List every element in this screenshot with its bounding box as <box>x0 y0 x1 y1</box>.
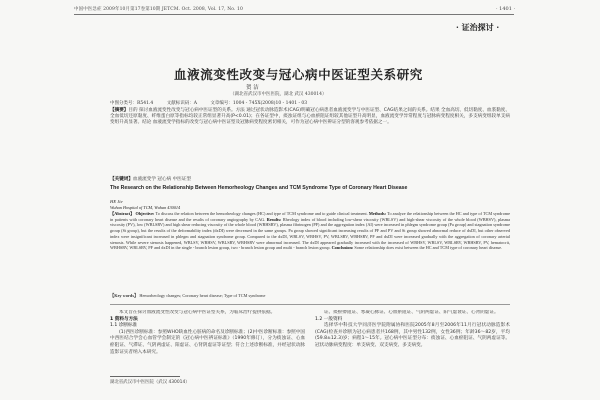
column-tag: · 证治探讨 · <box>456 22 500 32</box>
results-label: Results: <box>266 216 282 222</box>
conclusion-label: Conclusion: <box>331 245 354 251</box>
keywords-en-text: Hemorheology changes; Coronary heart disease; Type of TCM syndrome <box>139 293 266 298</box>
body-paragraph: 证、痰瘀痹阻证、寒凝心脉证、心血瘀阻证、气阴两虚证、阳气虚衰证、心肾阴虚证。 <box>324 310 499 315</box>
article-id: 文章编号：1004 - 745X(2008)10 - 1401 - 03 <box>210 101 308 106</box>
results-text: Rheology index of blood including low-shear viscosity (WBLSV) and high-shear viscosity of the whole blood (WBHSV), plasma viscosity (PV), low (WBLSRV) and high shear reducing viscosity of the whole blood (WBHSRV), plasma fibrinogen (PF) and the aggregation index (AI) were increased in phlegm syndrome group (Pa group) and stagnation syndrome group (St group), but the results of the deformability index (dxDI) were decreased in the same groups. Pa group showed significant increasing results of PF and PV and St group showed abnormal reduce of dxDI, but other observed index were insignificant increased in phlegm and stagnation syndrome group. Compared to the dxDI, WBLSV, WBHSV, PV, WBLSRV, WBHSRV, PF and dxDI were increased gradually with the aggregation of coronary arterial stenosis. While severe stenosis happened, WBLSV, WBHSV, WBLSRV, WBHSRV were abnormal increased. The dxDI appeared gradually increased with the increased of WBHSV, WBLSV, WBLSRV, WBHSRV, PV, hematocrit, WBHSRV, WBLSRV, PF and dxDI in the single - branch lesion group, two - branch lesion group and multi - branch lesion group. <box>110 216 510 251</box>
section-rule <box>110 304 510 305</box>
abstract-cn <box>110 108 510 127</box>
article-title-en: The Research on the Relationship Between Hemorheology Changes and TCM Syndrome Type of Coronary Heart Disease <box>110 185 408 191</box>
doc-code: 文献标识码：A <box>166 101 197 106</box>
article-meta <box>110 100 319 106</box>
objective-label: 【Abstract】 Objective: <box>110 211 155 216</box>
methods-label: Methods: <box>368 211 387 216</box>
affiliation-cn: （湖北省武汉市中医医院，湖北 武汉 430014） <box>230 92 327 97</box>
article-title-cn: 血液流变性改变与冠心病中医证型关系研究 <box>174 67 423 82</box>
subsection-heading: 1.2 一般资料 <box>315 316 343 322</box>
clc-number: 中图分类号：R541.4 <box>110 101 154 106</box>
body-column-left <box>110 310 305 374</box>
body-paragraph: (1)西医诊断标准：参照WHO缺血性心脏病的命名及诊断标准；(2)中医诊断标准：参照中国中西医结合学会心血管学会制定的《冠心病中医辨证标准》（1990年修订），分为痰浊证、心血瘀阻证、气滞证、气阴两虚证、阳虚证、心肾阴虚证等证型；符合上述诊断标准，并经冠状动脉造影证实者纳入本研究。 <box>110 329 305 355</box>
keywords-en <box>110 293 510 299</box>
page-number: · 1401 · <box>496 6 516 12</box>
footnote: 湖北省武汉市中医医院（武汉 430014） <box>110 380 190 385</box>
body-paragraph: 选择华中科技大学同济医学院附属协和医院2005年8月至2006年11月行冠状动脉造影术(CAG)检查并诊断为冠心病患者共168例，其中男性132例，女性36例；年龄36～82岁，平均(59.8±12.3)岁；病程1～15年。冠心病中医证型分布：痰浊证、心血瘀阻证、气阴两虚证等。冠状动脉病变程度：单支病变、双支病变、多支病变。 <box>315 323 510 348</box>
author-cn: 贺 洁 <box>246 85 259 91</box>
keywords-en-label: 【Key words】 <box>110 293 139 298</box>
abstract-en <box>110 211 510 251</box>
header-rule <box>74 14 514 15</box>
keywords-cn <box>110 176 510 182</box>
methods-text: To analyze the relationship between the HC and type of TCM syndrome in patients with coronary heart disease and the results of coronary angiography by CAG. <box>110 211 511 222</box>
running-header-left: 中国中医急症 2009年10月第17卷第10期 JETCM. Oct. 2008, Vol. 17, No. 10 <box>74 7 243 12</box>
abstract-cn-text: 目的 探讨血液流变性改变与冠心病中医证型的关系。方法 通过冠状动脉造影术(CAG)明确冠心病患者血液流变学与中医证型、CAG结果之间的关系。结果 全血高切、低切黏度、血浆黏度、全血低切还原黏度、纤维蛋白原等指标均较正常组显著升高(P<0.01)；在各证型中，痰浊证组与心血瘀阻证组较其他证型升高明显，血液流变学异常程度与冠脉病变程度相关，多支病变组较单支病变组升高显著。结论 血液流变学指标的改变与冠心病中医证型及冠脉病变程度密切相关，可作为冠心病中医辨证分型的客观参考依据之一。 <box>110 108 510 126</box>
keywords-cn-text: 血液流变学 冠心病 中医证型 <box>132 177 192 182</box>
footnote-rule <box>110 376 180 377</box>
section-heading: 1 资料与方法 <box>110 316 138 322</box>
body-column-right <box>315 310 510 384</box>
intro-paragraph: 本文旨在探讨血液流变性改变与冠心病中医证型关系，为临床治疗提供依据。 <box>119 310 276 315</box>
abstract-cn-label: 【摘要】 <box>110 108 129 113</box>
conclusion-text: Some relationship does exist between the HC and TCM type of coronary heart disease. <box>354 245 503 251</box>
subsection-heading: 1.1 诊断标准 <box>110 323 138 329</box>
author-en: HE Jie <box>110 199 123 204</box>
keywords-cn-label: 【关键词】 <box>110 177 133 182</box>
affiliation-en: Wuhan Hospital of TCM, Wuhan 430014 <box>110 205 181 210</box>
objective-text: To discuss the relation between the hemorheology changes (HC) and type of TCM syndrome and to guide clinical treatment. <box>155 211 368 216</box>
